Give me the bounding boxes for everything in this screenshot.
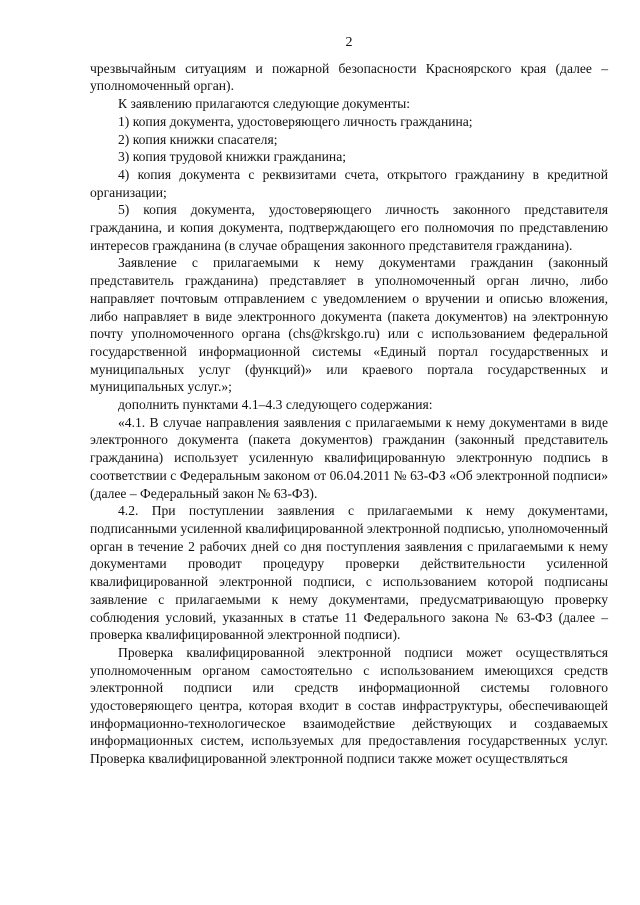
paragraph: Проверка квалифицированной электронной подписи может осуществляться уполномоченным органом самостоятельно с использованием имеющихся средств электронной подписи или средств информационной системы головного удостоверяющего центра, которая входит в состав инфраструктуры, обеспечивающей информационно-технологическое взаимодействие действующих и создаваемых информационных систем, используемых для предоставления государственных услуг. Проверка квалифицированной электронной подписи также может осуществляться [90, 644, 608, 767]
paragraph: 5) копия документа, удостоверяющего личность законного представителя гражданина, и копия документа, подтверждающего его полномочия по представлению интересов гражданина (в случае обращения законного представителя гражданина). [90, 202, 608, 253]
paragraph: 2) копия книжки спасателя; [118, 131, 278, 147]
paragraph: К заявлению прилагаются следующие документы: [118, 96, 411, 112]
paragraph: 4.2. При поступлении заявления с прилагаемыми к нему документами, подписанными усиленной квалифицированной электронной подписью, уполномоченный орган в течение 2 рабочих дней со дня поступления заявления с прилагаемыми к нему документами проводит процедуру проверки действительности усиленной квалифицированной электронной подписи, с использованием которой подписаны заявление с прилагаемыми к нему документами, предусматривающую проверку соблюдения условий, указанных в статье 11 Федерального закона № 63-ФЗ (далее – проверка квалифицированной электронной подписи). [90, 503, 608, 643]
paragraph: дополнить пунктами 4.1–4.3 следующего содержания: [118, 397, 433, 413]
paragraph: 4) копия документа с реквизитами счета, открытого гражданину в кредитной организации; [90, 166, 608, 200]
document-body [90, 60, 608, 768]
paragraph: «4.1. В случае направления заявления с прилагаемыми к нему документами в виде электронного документа (пакета документов) гражданин (законный представитель гражданина) использует усиленную квалифицированную электронную подпись в соответствии с Федеральным законом от 06.04.2011 № 63-ФЗ «Об электронной подписи» (далее – Федеральный закон № 63-ФЗ). [90, 414, 608, 501]
paragraph: 3) копия трудовой книжки гражданина; [118, 149, 347, 165]
paragraph: 1) копия документа, удостоверяющего личность гражданина; [118, 113, 473, 129]
paragraph: чрезвычайным ситуациям и пожарной безопасности Красноярского края (далее – уполномоченный орган). [90, 60, 608, 94]
document-page [90, 34, 608, 768]
page-number: 2 [345, 35, 353, 50]
paragraph: Заявление с прилагаемыми к нему документами гражданин (законный представитель гражданина) представляет в уполномоченный орган лично, либо направляет почтовым отправлением с уведомлением о вручении и описью вложения, либо направляет в виде электронного документа (пакета документов) на электронную почту уполномоченного органа (chs@krskgo.ru) или с использованием федеральной государственной информационной системы «Единый портал государственных и муниципальных услуг (функций)» или краевого портала государственных и муниципальных услуг.»; [90, 255, 608, 395]
